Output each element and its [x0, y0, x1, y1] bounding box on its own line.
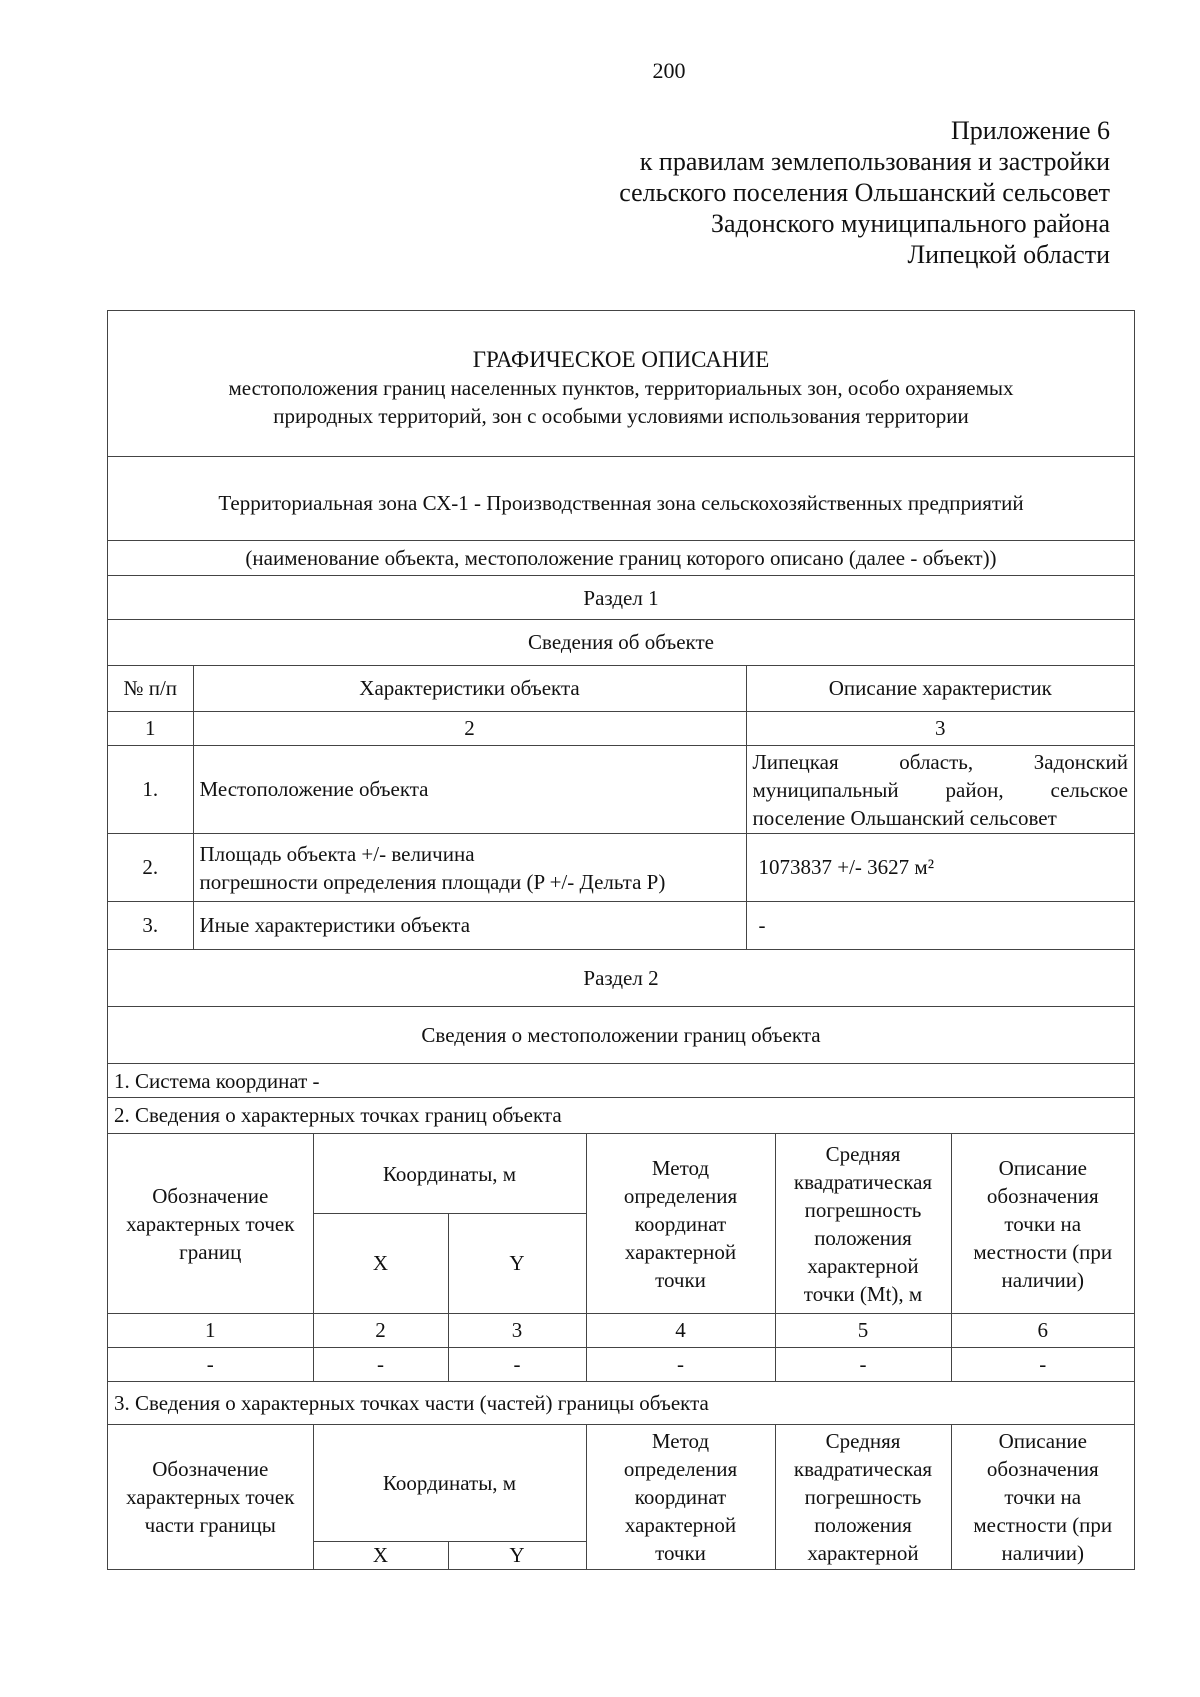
- header-line: определения: [623, 1183, 738, 1208]
- column-number: 2: [193, 712, 746, 746]
- section2-title: Раздел 2: [108, 950, 1134, 1007]
- header-line: местности (при: [973, 1513, 1113, 1537]
- row-number: 1.: [108, 746, 193, 834]
- appendix-line: к правилам землепользования и застройки: [639, 147, 1110, 176]
- column-number: 1: [108, 1314, 313, 1348]
- table-row: [108, 834, 1134, 902]
- column-number-row: [108, 712, 1134, 746]
- header-line: характерной: [807, 1541, 919, 1565]
- header-line: Описание: [998, 1429, 1087, 1453]
- description-header: [951, 1134, 1134, 1314]
- header-line: Описание: [998, 1155, 1087, 1180]
- table-header-row: [108, 1134, 1134, 1214]
- method-header: [586, 1425, 775, 1570]
- characteristic-name-line: погрешности определения площади (P +/- Дельта P): [199, 869, 666, 894]
- x-header: X: [313, 1214, 448, 1314]
- method-header: [586, 1134, 775, 1314]
- header-line: точки на: [1004, 1211, 1082, 1236]
- column-number: 2: [313, 1314, 448, 1348]
- column-header: Описание характеристик: [746, 666, 1134, 712]
- form-subtitle-line: местоположения границ населенных пунктов, территориальных зон, особо охраняемых: [228, 376, 1014, 400]
- column-header: № п/п: [108, 666, 193, 712]
- table-cell: -: [108, 1348, 313, 1382]
- row-number: 2.: [108, 834, 193, 902]
- header-line: точки (Mt), м: [803, 1281, 923, 1306]
- description-header: [951, 1425, 1134, 1570]
- characteristic-name-line: Площадь объекта +/- величина: [199, 841, 475, 866]
- row-number: 3.: [108, 902, 193, 950]
- header-line: квадратическая: [793, 1169, 933, 1194]
- header-line: обозначения: [986, 1183, 1099, 1208]
- header-line: части границы: [144, 1513, 276, 1537]
- coordinate-system: 1. Система координат -: [108, 1064, 1134, 1098]
- appendix-line: Приложение 6: [950, 116, 1110, 145]
- y-header: Y: [448, 1214, 586, 1314]
- header-line: характерных точек: [126, 1485, 295, 1509]
- header-line: положения: [814, 1225, 912, 1250]
- header-line: Обозначение: [152, 1457, 269, 1481]
- characteristic-name: Иные характеристики объекта: [193, 902, 746, 950]
- part-points-section-title: 3. Сведения о характерных точках части (частей) границы объекта: [114, 1391, 709, 1415]
- points-section-title: 2. Сведения о характерных точках границ объекта: [114, 1103, 562, 1127]
- table-row: [108, 746, 1134, 834]
- header-line: Метод: [651, 1155, 710, 1180]
- column-number: 1: [108, 712, 193, 746]
- graphic-description-form: [107, 310, 1135, 1570]
- form-title: ГРАФИЧЕСКОЕ ОПИСАНИЕ: [472, 347, 770, 372]
- header-line: Метод: [651, 1429, 710, 1453]
- designation-header: [108, 1425, 313, 1570]
- column-number: 3: [746, 712, 1134, 746]
- header-line: точки: [655, 1541, 706, 1565]
- header-line: Средняя: [825, 1429, 901, 1453]
- header-line: наличии): [1001, 1267, 1084, 1292]
- form-subtitle-line: природных территорий, зон с особыми условиями использования территории: [273, 404, 969, 428]
- header-line: координат: [634, 1211, 727, 1236]
- table-cell: -: [448, 1348, 586, 1382]
- table-cell: -: [775, 1348, 951, 1382]
- characteristic-name: [193, 834, 746, 902]
- coordinates-header: Координаты, м: [313, 1134, 586, 1214]
- header-line: характерной: [624, 1239, 737, 1264]
- characteristic-value: 1073837 +/- 3627 м²: [746, 834, 1134, 902]
- appendix-line: сельского поселения Ольшанский сельсовет: [619, 178, 1110, 207]
- table-cell: -: [586, 1348, 775, 1382]
- table-row: [108, 902, 1134, 950]
- column-number: 6: [951, 1314, 1134, 1348]
- table-cell: -: [313, 1348, 448, 1382]
- header-line: Средняя: [825, 1141, 901, 1166]
- column-number: 5: [775, 1314, 951, 1348]
- table-header-row: [108, 666, 1134, 712]
- form-header: [108, 311, 1134, 457]
- header-line: квадратическая: [793, 1457, 933, 1481]
- header-line: Обозначение: [152, 1183, 269, 1208]
- section2-subtitle: Сведения о местоположении границ объекта: [108, 1007, 1134, 1064]
- section1-title: Раздел 1: [108, 576, 1134, 620]
- header-line: характерной: [807, 1253, 919, 1278]
- column-number: 4: [586, 1314, 775, 1348]
- header-line: наличии): [1001, 1541, 1084, 1565]
- table-row: [108, 1348, 1134, 1382]
- object-info-table: [108, 665, 1134, 950]
- table-header-row: [108, 1425, 1134, 1542]
- header-line: границ: [179, 1239, 242, 1264]
- header-line: обозначения: [986, 1457, 1099, 1481]
- header-line: местности (при: [973, 1239, 1113, 1264]
- column-header: Характеристики объекта: [193, 666, 746, 712]
- header-line: координат: [634, 1485, 727, 1509]
- section1-subtitle: Сведения об объекте: [528, 630, 714, 654]
- header-line: определения: [623, 1457, 738, 1481]
- column-number-row: [108, 1314, 1134, 1348]
- x-header: X: [313, 1542, 448, 1570]
- page-number: 200: [652, 58, 686, 83]
- appendix-line: Задонского муниципального района: [710, 209, 1110, 238]
- table-cell: -: [951, 1348, 1134, 1382]
- header-line: погрешность: [804, 1197, 922, 1222]
- error-header: [775, 1425, 951, 1570]
- coordinates-header: Координаты, м: [313, 1425, 586, 1542]
- header-line: погрешность: [804, 1485, 922, 1509]
- appendix-line: Липецкой области: [907, 240, 1110, 269]
- characteristic-name: Местоположение объекта: [193, 746, 746, 834]
- header-line: характерной: [624, 1513, 737, 1537]
- column-number: 3: [448, 1314, 586, 1348]
- object-name: Территориальная зона СХ-1 - Производственная зона сельскохозяйственных предприятий: [108, 457, 1134, 541]
- part-boundary-points-table: [108, 1424, 1134, 1570]
- header-line: положения: [814, 1513, 912, 1537]
- appendix-block: [619, 115, 1110, 270]
- characteristic-value: -: [746, 902, 1134, 950]
- designation-header: [108, 1134, 313, 1314]
- error-header: [775, 1134, 951, 1314]
- characteristic-value: Липецкая область, Задонский муниципальный район, сельское поселение Ольшанский сельсовет: [746, 746, 1134, 834]
- object-name-caption: (наименование объекта, местоположение границ которого описано (далее - объект)): [108, 541, 1134, 576]
- header-line: точки: [655, 1267, 706, 1292]
- y-header: Y: [448, 1542, 586, 1570]
- header-line: характерных точек: [126, 1211, 295, 1236]
- header-line: точки на: [1004, 1485, 1082, 1509]
- boundary-points-table: [108, 1133, 1134, 1382]
